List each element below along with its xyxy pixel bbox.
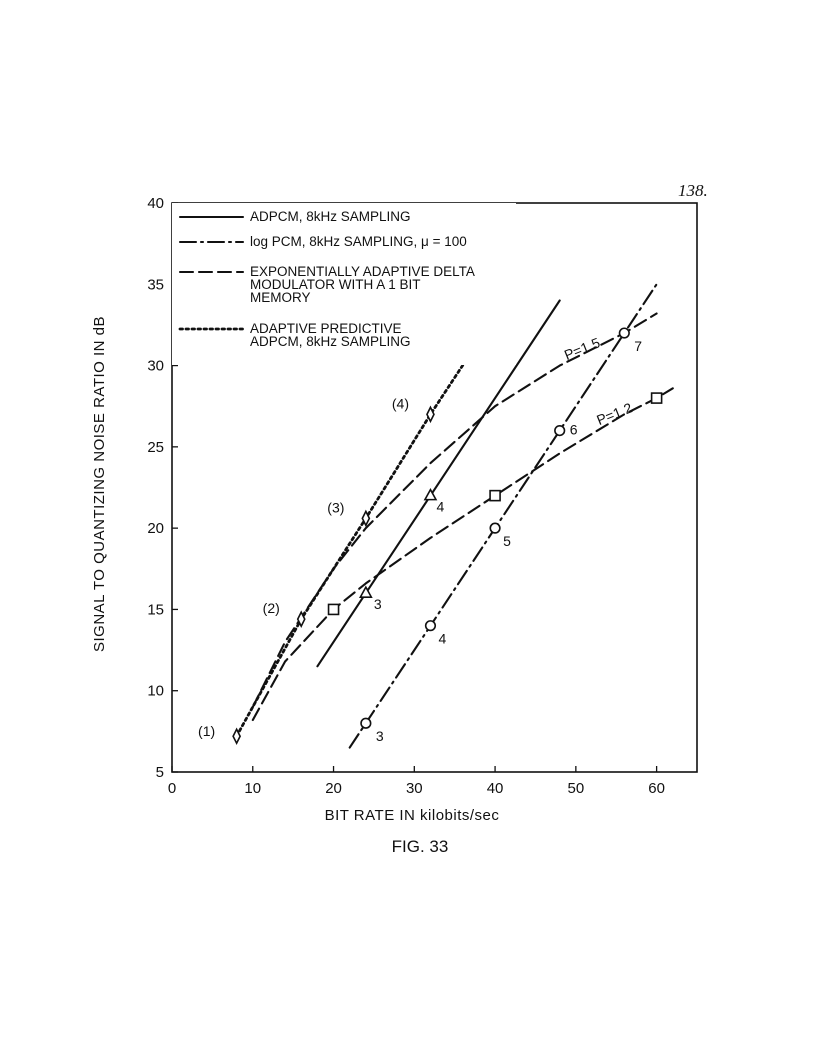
point-label: (3) [327, 499, 345, 516]
circle-marker [426, 621, 436, 631]
point-label: 7 [634, 338, 643, 355]
legend-label: ADPCM, 8kHz SAMPLING [250, 334, 411, 349]
circle-marker [490, 523, 500, 533]
x-tick-label: 60 [648, 780, 665, 797]
x-tick-label: 20 [325, 780, 342, 797]
x-tick-label: 30 [405, 780, 423, 797]
point-label: (4) [391, 395, 410, 412]
curve-label: P=1.2 [594, 399, 635, 429]
legend-label: log PCM, 8kHz SAMPLING, μ = 100 [250, 234, 467, 249]
y-tick-label: 40 [147, 195, 164, 212]
x-tick-label: 50 [567, 780, 585, 797]
square-marker [490, 491, 500, 501]
point-label: 3 [373, 596, 382, 613]
x-tick-label: 10 [244, 780, 262, 797]
y-tick-label: 15 [147, 601, 164, 619]
y-tick-label: 10 [147, 682, 164, 700]
circle-marker [361, 718, 371, 728]
point-label: 4 [436, 498, 445, 515]
legend-label: MEMORY [250, 290, 311, 305]
circle-marker [620, 328, 630, 338]
legend-label: MODULATOR WITH A 1 BIT [250, 277, 421, 292]
point-label: (1) [198, 723, 216, 740]
point-label: 4 [438, 630, 447, 647]
x-tick-label: 0 [167, 780, 177, 797]
circle-marker [555, 426, 565, 436]
legend-label: EXPONENTIALLY ADAPTIVE DELTA [250, 264, 475, 279]
x-tick-label: 40 [486, 780, 504, 797]
x-axis-label: BIT RATE IN kilobits/sec [324, 807, 500, 824]
square-marker [329, 604, 339, 614]
square-marker [652, 393, 662, 403]
y-tick-label: 25 [147, 438, 164, 456]
y-tick-label: 5 [155, 764, 164, 781]
point-label: (2) [262, 600, 280, 617]
point-label: 3 [375, 728, 384, 745]
figure-label: FIG. 33 [391, 837, 449, 856]
legend-label: ADAPTIVE PREDICTIVE [250, 321, 402, 336]
point-label: 5 [503, 533, 511, 550]
curve-label: P=1.5 [561, 334, 603, 364]
legend-label: ADPCM, 8kHz SAMPLING [250, 209, 411, 224]
y-tick-label: 30 [147, 357, 164, 375]
point-label: 6 [569, 421, 578, 438]
y-axis-label: SIGNAL TO QUANTIZING NOISE RATIO IN dB [91, 316, 108, 652]
y-tick-label: 35 [147, 276, 164, 294]
y-tick-label: 20 [147, 520, 164, 538]
page-number: 138. [678, 181, 708, 200]
